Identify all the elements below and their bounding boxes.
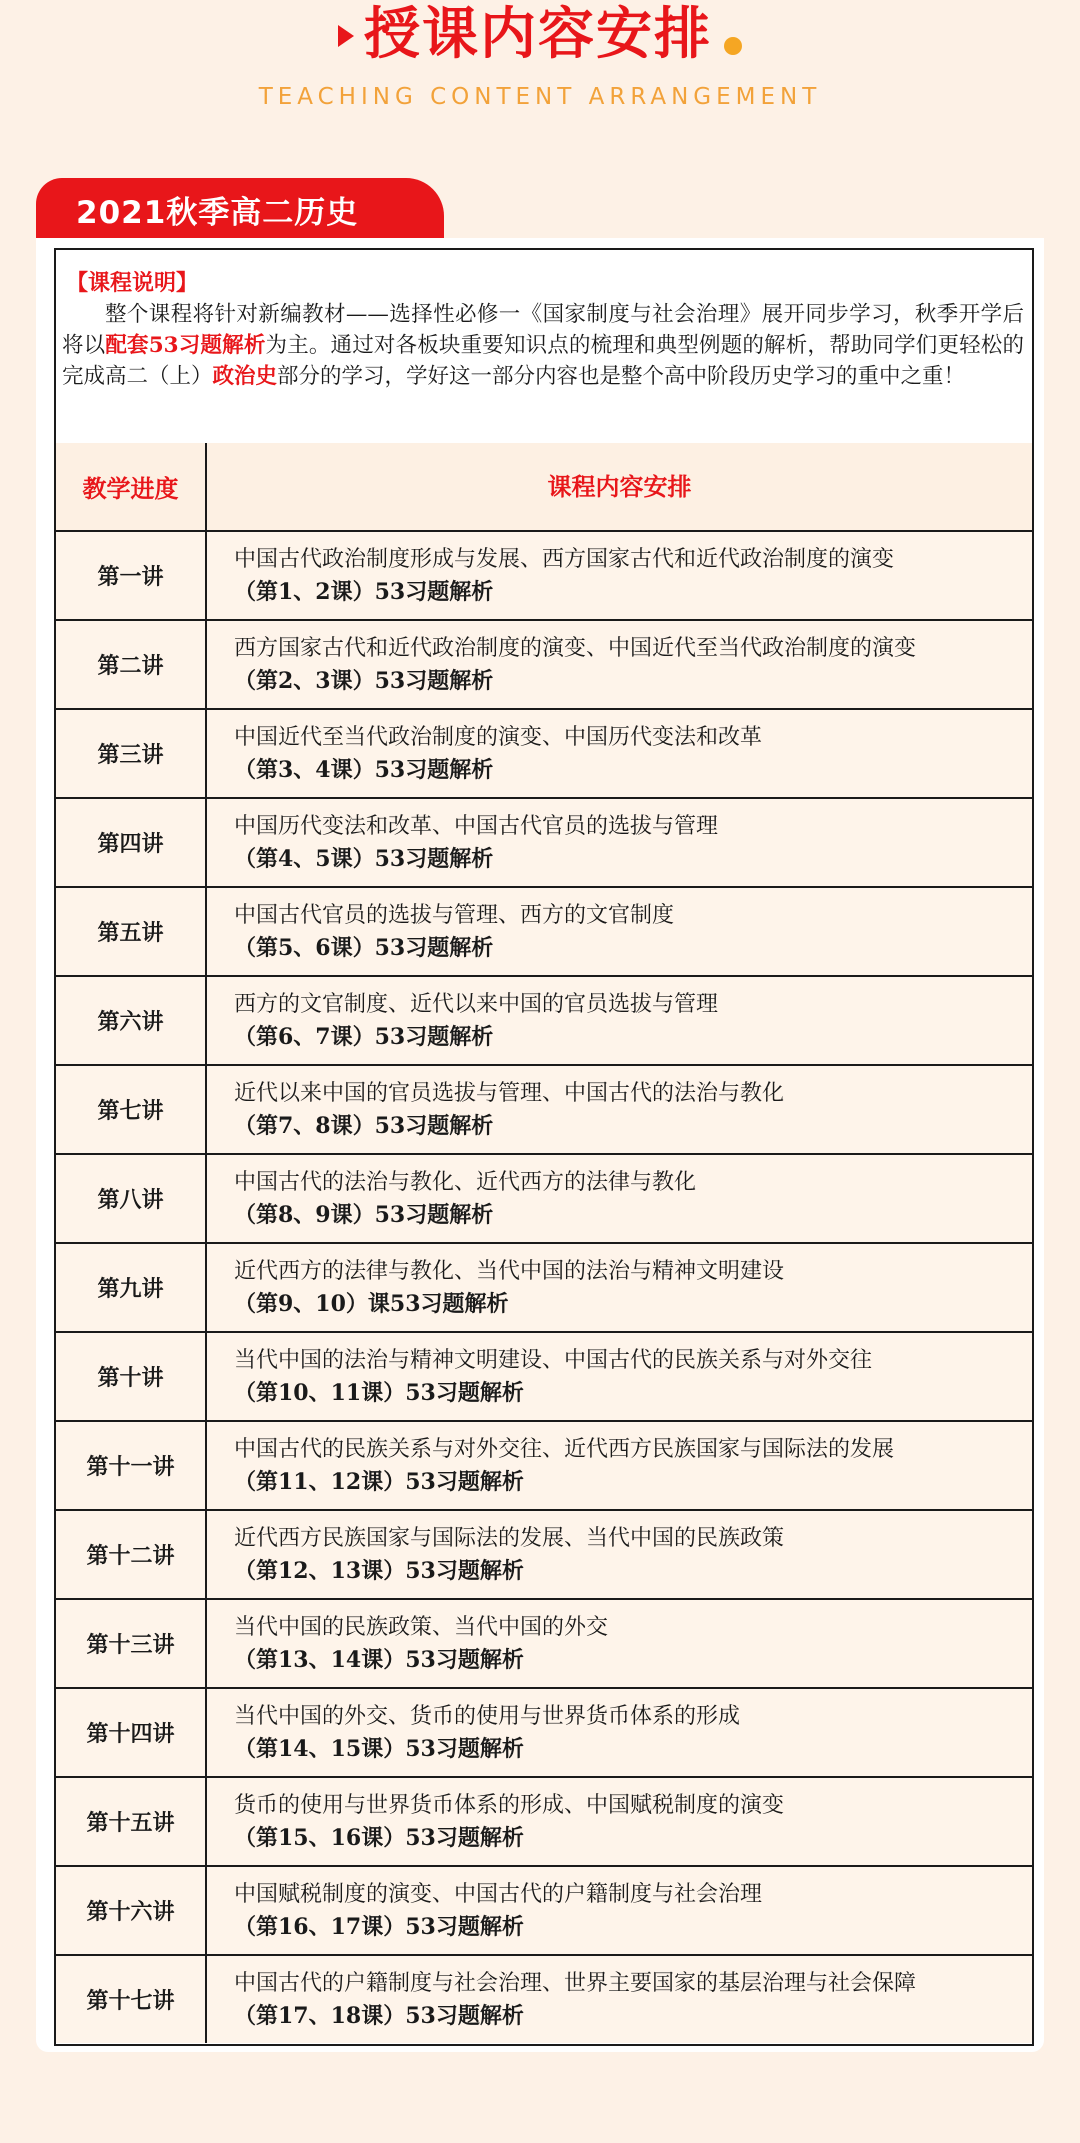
lecture-content: [207, 1244, 1032, 1331]
schedule-rows: [56, 443, 1032, 2043]
table-row: [56, 799, 1032, 888]
lecture-lesson: （第11、12课）53习题解析: [234, 1468, 524, 1495]
lecture-number: 第八讲: [56, 1155, 207, 1242]
header-progress: 教学进度: [56, 443, 207, 530]
table-row: [56, 621, 1032, 710]
table-row: [56, 1155, 1032, 1244]
table-header-row: [56, 443, 1032, 532]
intro-paragraph: [62, 299, 1024, 392]
lecture-content: [207, 1333, 1032, 1420]
lecture-content: [207, 1422, 1032, 1509]
lecture-lesson: （第15、16课）53习题解析: [234, 1824, 524, 1851]
table-row: [56, 1778, 1032, 1867]
intro-text-1: 整个课程将针对新编教材——选择性必修一《国家制度与社会治理》展开同步学习，秋季开学后将以: [62, 302, 1024, 358]
lecture-content: [207, 1155, 1032, 1242]
table-row: [56, 1956, 1032, 2043]
table-row: [56, 1689, 1032, 1778]
title-row: [0, 0, 1080, 70]
lecture-number: 第一讲: [56, 532, 207, 619]
table-row: [56, 1867, 1032, 1956]
lecture-lesson: （第1、2课）53习题解析: [234, 578, 494, 605]
lecture-topic: 中国古代的法治与教化、近代西方的法律与教化: [234, 1169, 697, 1195]
lecture-lesson: （第16、17课）53习题解析: [234, 1913, 524, 1940]
page-title: 授课内容安排: [364, 2, 712, 67]
table-row: [56, 1066, 1032, 1155]
lecture-lesson: （第14、15课）53习题解析: [234, 1735, 524, 1762]
intro-heading: 【课程说明】: [66, 270, 199, 296]
table-row: [56, 532, 1032, 621]
schedule-table: [54, 248, 1034, 2046]
lecture-topic: 近代以来中国的官员选拔与管理、中国古代的法治与教化: [234, 1080, 785, 1106]
lecture-number: 第十三讲: [56, 1600, 207, 1687]
dot-icon: [724, 37, 742, 55]
lecture-topic: 中国历代变法和改革、中国古代官员的选拔与管理: [234, 813, 719, 839]
lecture-content: [207, 1867, 1032, 1954]
lecture-number: 第五讲: [56, 888, 207, 975]
lecture-number: 第四讲: [56, 799, 207, 886]
table-row: [56, 710, 1032, 799]
lecture-topic: 中国古代官员的选拔与管理、西方的文官制度: [234, 902, 675, 928]
lecture-lesson: （第12、13课）53习题解析: [234, 1557, 524, 1584]
lecture-number: 第十四讲: [56, 1689, 207, 1776]
lecture-content: [207, 977, 1032, 1064]
lecture-number: 第十一讲: [56, 1422, 207, 1509]
course-tab-label: 2021秋季高二历史: [76, 194, 359, 231]
lecture-lesson: （第10、11课）53习题解析: [234, 1379, 524, 1406]
lecture-topic: 近代西方民族国家与国际法的发展、当代中国的民族政策: [234, 1525, 785, 1551]
lecture-topic: 中国古代的民族关系与对外交往、近代西方民族国家与国际法的发展: [234, 1436, 895, 1462]
lecture-topic: 中国古代的户籍制度与社会治理、世界主要国家的基层治理与社会保障: [234, 1970, 917, 1996]
lecture-topic: 近代西方的法律与教化、当代中国的法治与精神文明建设: [234, 1258, 785, 1284]
lecture-lesson: （第7、8课）53习题解析: [234, 1112, 494, 1139]
lecture-number: 第三讲: [56, 710, 207, 797]
lecture-lesson: （第8、9课）53习题解析: [234, 1201, 494, 1228]
intro-highlight-1: 配套53习题解析: [105, 333, 266, 358]
lecture-lesson: （第9、10）课53习题解析: [234, 1290, 509, 1317]
table-row: [56, 1511, 1032, 1600]
table-row: [56, 1244, 1032, 1333]
lecture-lesson: （第5、6课）53习题解析: [234, 934, 494, 961]
lecture-content: [207, 1511, 1032, 1598]
lecture-topic: 当代中国的民族政策、当代中国的外交: [234, 1614, 609, 1640]
lecture-content: [207, 1066, 1032, 1153]
lecture-content: [207, 799, 1032, 886]
lecture-lesson: （第6、7课）53习题解析: [234, 1023, 494, 1050]
lecture-content: [207, 888, 1032, 975]
table-row: [56, 1422, 1032, 1511]
lecture-topic: 当代中国的法治与精神文明建设、中国古代的民族关系与对外交往: [234, 1347, 873, 1373]
lecture-content: [207, 621, 1032, 708]
lecture-topic: 西方的文官制度、近代以来中国的官员选拔与管理: [234, 991, 719, 1017]
page-header: [0, 0, 1080, 130]
lecture-topic: 西方国家古代和近代政治制度的演变、中国近代至当代政治制度的演变: [234, 635, 917, 661]
table-row: [56, 888, 1032, 977]
lecture-content: [207, 710, 1032, 797]
lecture-content: [207, 1956, 1032, 2043]
lecture-number: 第十讲: [56, 1333, 207, 1420]
header-content: 课程内容安排: [547, 472, 692, 501]
lecture-topic: 中国近代至当代政治制度的演变、中国历代变法和改革: [234, 724, 763, 750]
lecture-content: [207, 1689, 1032, 1776]
table-row: [56, 977, 1032, 1066]
page-subtitle: TEACHING CONTENT ARRANGEMENT: [258, 84, 822, 110]
lecture-number: 第十二讲: [56, 1511, 207, 1598]
course-tab: [36, 178, 444, 240]
course-intro: [56, 250, 1032, 445]
lecture-number: 第十五讲: [56, 1778, 207, 1865]
lecture-content: [207, 1778, 1032, 1865]
lecture-topic: 货币的使用与世界货币体系的形成、中国赋税制度的演变: [234, 1792, 785, 1818]
table-row: [56, 1333, 1032, 1422]
lecture-lesson: （第3、4课）53习题解析: [234, 756, 494, 783]
lecture-number: 第九讲: [56, 1244, 207, 1331]
lecture-content: [207, 532, 1032, 619]
lecture-number: 第六讲: [56, 977, 207, 1064]
lecture-number: 第十六讲: [56, 1867, 207, 1954]
lecture-topic: 当代中国的外交、货币的使用与世界货币体系的形成: [234, 1703, 741, 1729]
lecture-topic: 中国古代政治制度形成与发展、西方国家古代和近代政治制度的演变: [234, 546, 895, 572]
table-row: [56, 1600, 1032, 1689]
lecture-lesson: （第4、5课）53习题解析: [234, 845, 494, 872]
lecture-lesson: （第17、18课）53习题解析: [234, 2002, 524, 2029]
lecture-topic: 中国赋税制度的演变、中国古代的户籍制度与社会治理: [234, 1881, 763, 1907]
lecture-content: [207, 1600, 1032, 1687]
lecture-number: 第七讲: [56, 1066, 207, 1153]
intro-text-2: 为主。通过对各板块重要知识点的梳理和典型例题的解析，帮助同学们更轻松的完成高二（上）: [62, 333, 1024, 389]
lecture-number: 第十七讲: [56, 1956, 207, 2043]
intro-text-3: 部分的学习，学好这一部分内容也是整个高中阶段历史学习的重中之重！: [277, 364, 966, 389]
intro-highlight-2: 政治史: [212, 364, 278, 389]
lecture-lesson: （第2、3课）53习题解析: [234, 667, 494, 694]
triangle-icon: [338, 25, 354, 47]
lecture-number: 第二讲: [56, 621, 207, 708]
lecture-lesson: （第13、14课）53习题解析: [234, 1646, 524, 1673]
